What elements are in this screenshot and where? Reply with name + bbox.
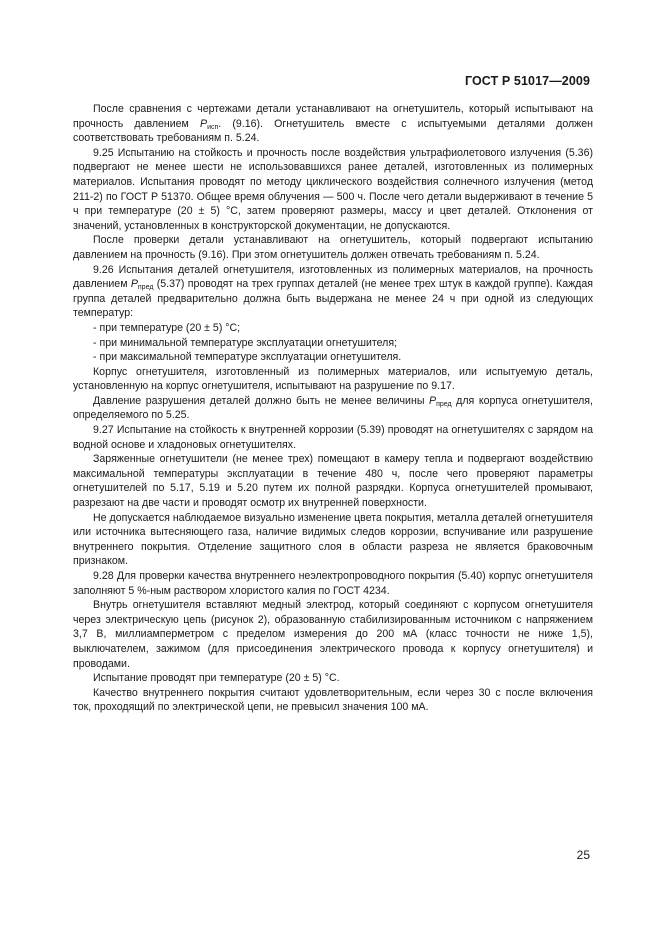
text-run: 9.28 Для проверки качества внутреннего нeэлектропроводного покрытия (5.40) корпус огнетушителя заполняют 5 %-ным раствором хлористого калия по ГОСТ 4234. bbox=[73, 570, 593, 597]
text-run: Внутрь огнетушителя вставляют медный электрод, который соединяют с корпусом огнетушителя через электрическую цепь (рисунок 2), образованную стабилизированным источником с напряжением 3,7 В, миллиамперметром с пределом измерения до 200 мА (класс точности не ниже 1,5), выключателем, зажимом (для присоединения электрического провода к корпусу огнетушителя) и проводами. bbox=[73, 599, 593, 670]
paragraph-p9 bbox=[73, 394, 593, 423]
paragraph-p1 bbox=[73, 102, 593, 146]
text-run: После проверки детали устанавливают на огнетушитель, который подвергают испытанию давлением на прочность (9.16). При этом огнетушитель должен отвечать требованиям п. 5.24. bbox=[73, 234, 593, 261]
text-run: . (9.16). Огнетушитель вместе с испытуемыми деталями должен соответствовать требованиям п. 5.24. bbox=[73, 117, 593, 145]
paragraph-p2 bbox=[73, 146, 593, 234]
text-run: - при температуре (20 ± 5) °С; bbox=[93, 321, 241, 334]
paragraph-p5 bbox=[73, 321, 593, 336]
document-header: ГОСТ Р 51017—2009 bbox=[464, 74, 590, 88]
pressure-symbol: P bbox=[200, 117, 208, 130]
text-run: Испытание проводят при температуре (20 ± 5) °С. bbox=[93, 672, 340, 685]
text-run: Корпус огнетушителя, изготовленный из полимерных материалов, или испытуемую деталь, установленную на корпус огнетушителя, испытывают на разрушение по 9.17. bbox=[73, 365, 593, 393]
document-body bbox=[73, 102, 593, 715]
text-run: 9.26 Испытания деталей огнетушителя, изготовленных из полимерных материалов, на прочность давлением bbox=[73, 263, 593, 291]
paragraph-p12 bbox=[73, 511, 593, 569]
text-run: Не допускается наблюдаемое визуально изменение цвета покрытия, металла деталей огнетушителя или источника вытесняющего газа, наличие видимых следов коррозии, вспучивание или разрушение внутреннего покрытия. Отделение защитного слоя в области разреза не является браковочным признаком. bbox=[73, 511, 593, 568]
paragraph-p10 bbox=[73, 423, 593, 452]
paragraph-p4 bbox=[73, 263, 593, 321]
paragraph-p16 bbox=[73, 686, 593, 715]
pressure-symbol: P bbox=[429, 394, 437, 407]
text-run: Давление разрушения деталей должно быть не менее величины bbox=[93, 394, 429, 407]
text-run: 9.27 Испытание на стойкость к внутренней коррозии (5.39) проводят на огнетушителях с зарядом на водной основе и хладоновых огнетушителях. bbox=[73, 424, 593, 451]
subscript: исп bbox=[207, 123, 219, 131]
pressure-symbol: P bbox=[130, 278, 138, 291]
subscript: пред bbox=[436, 400, 452, 408]
text-run: Качество внутреннего покрытия считают удовлетворительным, если через 30 с после включения ток, проходящий по электрической цепи, не превысил значения 100 мА. bbox=[73, 686, 593, 714]
text-run: - при минимальной температуре эксплуатации огнетушителя; bbox=[93, 336, 398, 349]
paragraph-p14 bbox=[73, 598, 593, 671]
paragraph-p13 bbox=[73, 569, 593, 598]
text-run: - при максимальной температуре эксплуатации огнетушителя. bbox=[93, 351, 402, 364]
paragraph-p11 bbox=[73, 452, 593, 510]
text-run: После сравнения с чертежами детали устанавливают на огнетушитель, который испытывают на прочность давлением bbox=[73, 103, 593, 130]
paragraph-p3 bbox=[73, 233, 593, 262]
paragraph-p8 bbox=[73, 365, 593, 394]
subscript: пред bbox=[137, 284, 154, 292]
text-run: Заряженные огнетушители (не менее трех) помещают в камеру тепла и подвергают воздействию максимальной температуры эксплуатации в течение 480 ч, после чего проверяют параметры огнетушителей по 5.17, 5.19 и 5.20 путем их полной разрядки. Корпуса огнетушителей промывают, разрезают на две части и проводят осмотр их внутренней поверхности. bbox=[73, 453, 593, 510]
text-run: (5.37) проводят на трех группах деталей (не менее трех штук в каждой группе). Каждая группа деталей предварительно должна быть выдержана не менее 24 ч при одной из следующих температур: bbox=[73, 278, 593, 320]
paragraph-p15 bbox=[73, 671, 593, 686]
paragraph-p6 bbox=[73, 336, 593, 351]
paragraph-p7 bbox=[73, 350, 593, 365]
text-run: 9.25 Испытанию на стойкость и прочность после воздействия ультрафиолетового излучения (5.36) подвергают не менее шести не использовавшихся ранее деталей, изготовленных из полимерных материалов. Испытания проводят по методу циклического воздействия солнечного излучения (метод 211-2) по ГОСТ Р 51370. Общее время облучения — 500 ч. После чего детали выдерживают в течение 5 ч при температуре (20 ± 5) °С, затем проверяют размеры, массу и цвет деталей. Отклонения от значений, установленных в конструкторской документации, не допускаются. bbox=[73, 146, 593, 232]
page-number: 25 bbox=[576, 848, 590, 862]
text-run: для корпуса огнетушителя, определяемого по 5.25. bbox=[73, 394, 593, 422]
